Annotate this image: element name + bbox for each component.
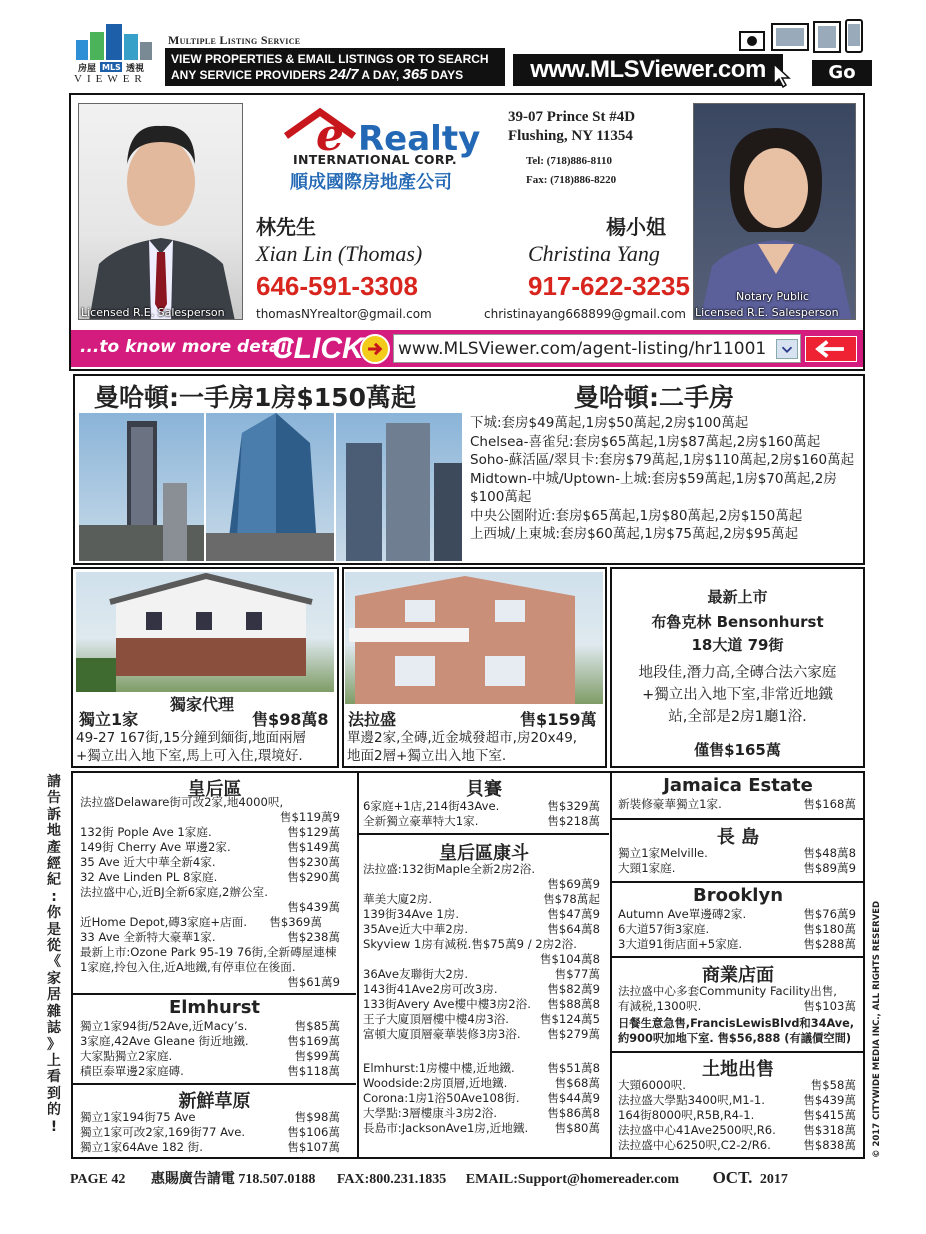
manhattan-new-title: 曼哈頓:一手房1房$150萬起 bbox=[94, 383, 416, 412]
list-price: 售$439萬 bbox=[287, 900, 340, 914]
list-price: 售$47萬9 bbox=[547, 907, 600, 921]
jamaica-estate-title: Jamaica Estate bbox=[663, 775, 813, 796]
list-price: 售$44萬9 bbox=[547, 1091, 600, 1105]
list-item: 33 Ave 全新特大豪華1家. bbox=[80, 930, 216, 944]
list-price: 售$51萬8 bbox=[547, 1061, 600, 1075]
section-divider bbox=[73, 1083, 356, 1085]
list-price: 售$98萬 bbox=[294, 1110, 340, 1124]
footer-fax: FAX:800.231.1835 bbox=[336, 1172, 447, 1187]
issue-year: 2017 bbox=[759, 1172, 788, 1187]
list-item: 全新獨立豪華特大1家. bbox=[363, 814, 479, 828]
column-divider bbox=[357, 773, 359, 1157]
fresh-meadows-title: 新鮮草原 bbox=[178, 1091, 251, 1112]
list-item: 法拉盛Delaware街可改2家,地4000呎, bbox=[80, 795, 284, 809]
bayside-title: 貝賽 bbox=[466, 779, 502, 800]
svg-text:© 2017 CITYWIDE MEDIA INC., AL: © 2017 CITYWIDE MEDIA INC., ALL RIGHTS RESERVED bbox=[872, 900, 882, 1158]
list-item: 164街8000呎,R5B,R4-1. bbox=[618, 1108, 755, 1122]
new-listing-title: 最新上市 bbox=[707, 588, 768, 606]
svg-text:房屋: 房屋 bbox=[78, 64, 97, 74]
list-price: 售$82萬9 bbox=[547, 982, 600, 996]
agent2-cn-name: 楊小姐 bbox=[606, 215, 666, 239]
svg-text:透視: 透視 bbox=[126, 64, 145, 74]
exclusive-agent-tag: 獨家代理 bbox=[170, 695, 235, 714]
new-listing-desc-line: +獨立出入地下室,非常近地鐵 bbox=[642, 687, 833, 703]
license-caption-left: Licensed R.E. Salesperson bbox=[81, 306, 225, 319]
list-item: 35 Ave 近大中華全新4家. bbox=[80, 855, 216, 869]
new-listing-street: 18大道 79街 bbox=[691, 636, 784, 654]
resale-line: 上西城/上東城:套房$60萬起,1房$75萬起,2房$95萬起 bbox=[470, 526, 799, 542]
section-divider bbox=[359, 833, 609, 835]
listing1-type: 獨立1家 bbox=[79, 710, 139, 729]
section-divider bbox=[612, 956, 864, 958]
page-footer bbox=[70, 1168, 870, 1188]
list-price: 售$129萬 bbox=[287, 825, 340, 839]
list-price: 售$86萬8 bbox=[547, 1106, 600, 1120]
list-item: 長島市:JacksonAve1房,近地鐵. bbox=[363, 1121, 529, 1135]
office-fax: Fax: (718)886-8220 bbox=[526, 174, 617, 186]
cursor-icon bbox=[772, 62, 794, 88]
list-item: 法拉盛中心多套Community Facility出售, bbox=[618, 984, 837, 998]
list-price: 售$106萬 bbox=[287, 1125, 340, 1139]
office-phones bbox=[526, 152, 616, 190]
list-price: 售$76萬9 bbox=[803, 907, 856, 921]
agent-photo-xian-lin bbox=[78, 103, 243, 320]
list-price: 售$107萬 bbox=[287, 1140, 340, 1154]
page-number: PAGE 42 bbox=[70, 1172, 126, 1187]
agent1-en-name: Xian Lin (Thomas) bbox=[256, 241, 423, 266]
queens-condo-title: 皇后區康斗 bbox=[439, 843, 529, 864]
resale-line: Midtown-中城/Uptown-上城:套房$59萬起,1房$70萬起,2房 bbox=[470, 470, 837, 487]
list-item: 139街34Ave 1房. bbox=[363, 907, 460, 921]
manhattan-resale-list bbox=[470, 414, 862, 544]
listing1-desc1: 49-27 167街,15分鐘到緬街,地面兩層 bbox=[76, 730, 307, 746]
agent2-phone: 917-622-3235 bbox=[528, 271, 690, 301]
new-listing-price: 僅售$165萬 bbox=[694, 741, 781, 759]
list-price: 售$68萬 bbox=[554, 1076, 600, 1090]
building-photo-1 bbox=[79, 413, 204, 561]
list-price: 售$88萬8 bbox=[547, 997, 600, 1011]
tagline-line2: ANY SERVICE PROVIDERS 24/7 A DAY, 365 DAYS bbox=[171, 66, 464, 83]
list-item: Elmhurst:1房樓中樓,近地鐵. bbox=[363, 1061, 515, 1075]
list-item: 法拉盛:132街Maple全新2房2浴. bbox=[363, 862, 536, 876]
list-price: 售$64萬8 bbox=[547, 922, 600, 936]
click-button[interactable]: CLICK bbox=[272, 332, 364, 365]
list-price: 售$119萬9 bbox=[279, 810, 340, 824]
office-address bbox=[508, 108, 635, 146]
list-price: 售$89萬9 bbox=[803, 861, 856, 875]
list-item: 36Ave友聯街大2房. bbox=[363, 967, 469, 981]
copyright-notice bbox=[868, 900, 882, 1160]
ad-phone: 惠賜廣告請電 718.507.0188 bbox=[150, 1172, 316, 1187]
list-item: 法拉盛大學點3400呎,M1-1. bbox=[618, 1093, 765, 1107]
resale-line: $100萬起 bbox=[470, 489, 532, 505]
arrow-right-icon[interactable] bbox=[360, 334, 390, 364]
list-price: 售$104萬8 bbox=[539, 952, 600, 966]
agent1-email: thomasNYrealtor@gmail.com bbox=[256, 307, 432, 321]
house-photo-2 bbox=[345, 572, 603, 704]
license-caption-right: Licensed R.E. Salesperson bbox=[695, 306, 839, 319]
list-price: 售$80萬 bbox=[554, 1121, 600, 1135]
agent1-phone: 646-591-3308 bbox=[256, 271, 418, 301]
list-item: 大家點獨立2家庭. bbox=[80, 1049, 173, 1063]
listing2-desc2: 地面2層+獨立出入地下室. bbox=[347, 748, 507, 764]
address-line2: Flushing, NY 11354 bbox=[508, 128, 633, 144]
list-item: 3大道91街店面+5家庭. bbox=[618, 937, 743, 951]
list-item: 149街 Cherry Ave 單邊2家. bbox=[80, 840, 231, 854]
elmhurst-title: Elmhurst bbox=[168, 997, 261, 1018]
list-price: 售$230萬 bbox=[287, 855, 340, 869]
list-item: 32 Ave Linden PL 8家庭. bbox=[80, 870, 218, 884]
list-price: 售$69萬9 bbox=[547, 877, 600, 891]
section-divider bbox=[612, 818, 864, 820]
agent2-en-name: Christina Yang bbox=[528, 241, 660, 266]
brand-chinese: 順成國際房地產公司 bbox=[290, 172, 452, 193]
list-item: Skyview 1房有減税.售$75萬9 / 2房2浴. bbox=[363, 937, 577, 951]
list-item: Autumn Ave單邊磚2家. bbox=[618, 907, 747, 921]
list-item: 35Ave近大中華2房. bbox=[363, 922, 469, 936]
list-item: 大學點:3層樓康斗3房2浴. bbox=[363, 1106, 498, 1120]
section-divider bbox=[612, 881, 864, 883]
list-price: 售$369萬 bbox=[269, 915, 322, 929]
house-photo-1 bbox=[76, 572, 334, 692]
list-item: 法拉盛中心41Ave2500呎,R6. bbox=[618, 1123, 776, 1137]
list-price: 售$439萬 bbox=[803, 1093, 856, 1107]
list-price: 售$279萬 bbox=[547, 1027, 600, 1041]
list-item: 獨立1家可改2家,169街77 Ave. bbox=[80, 1125, 246, 1139]
list-price: 售$218萬 bbox=[547, 814, 600, 828]
section-divider bbox=[612, 1051, 864, 1053]
mls-viewer-logo bbox=[74, 18, 158, 74]
list-item: 有減税,1300呎. bbox=[618, 999, 702, 1013]
list-price: 售$168萬 bbox=[803, 797, 856, 811]
list-item: 富頓大廈頂層豪華裝修3房3浴. bbox=[363, 1027, 521, 1041]
list-price: 售$118萬 bbox=[287, 1064, 340, 1078]
list-item: 獨立1家Melville. bbox=[618, 846, 708, 860]
list-price: 售$169萬 bbox=[287, 1034, 340, 1048]
building-photo-2 bbox=[206, 413, 334, 561]
resale-line: 下城:套房$49萬起,1房$50萬起,2房$100萬起 bbox=[470, 415, 749, 431]
listing1-desc2: +獨立出入地下室,馬上可入住,環境好. bbox=[76, 748, 303, 764]
list-item: 獨立1家94街/52Ave,近Macy’s. bbox=[80, 1019, 248, 1033]
viewer-logo-text: VIEWER bbox=[74, 73, 147, 85]
list-item: 6家庭+1店,214街43Ave. bbox=[363, 799, 500, 813]
agent1-cn-name: 林先生 bbox=[256, 215, 316, 239]
list-price: 售$288萬 bbox=[803, 937, 856, 951]
mls-tagline bbox=[165, 48, 505, 86]
list-item: Woodside:2房頂層,近地鐵. bbox=[363, 1076, 508, 1090]
list-price: 售$77萬 bbox=[554, 967, 600, 981]
tagline-line1: VIEW PROPERTIES & EMAIL LISTINGS OR TO SEARCH bbox=[171, 52, 489, 66]
resale-line: 中央公園附近:套房$65萬起,1房$80萬起,2房$150萬起 bbox=[470, 507, 803, 524]
list-price: 售$318萬 bbox=[803, 1123, 856, 1137]
go-button[interactable]: Go bbox=[812, 60, 872, 86]
new-listing-desc bbox=[610, 662, 865, 728]
list-price: 售$103萬 bbox=[803, 999, 856, 1013]
manhattan-resale-title: 曼哈頓:二手房 bbox=[574, 383, 734, 412]
brand-subtitle: INTERNATIONAL CORP. bbox=[293, 152, 457, 167]
svg-text:MLS: MLS bbox=[102, 63, 121, 72]
list-price: 售$124萬5 bbox=[539, 1012, 600, 1026]
list-price: 售$78萬起 bbox=[543, 892, 600, 906]
queens-title: 皇后區 bbox=[187, 779, 242, 800]
list-item: 約900呎加地下室. 售$56,888 (有議價空間) bbox=[618, 1032, 852, 1045]
list-item: 近Home Depot,磚3家庭+店面. bbox=[80, 915, 248, 929]
listing2-desc1: 單邊2家,全磚,近金城發超市,房20x49, bbox=[347, 730, 578, 746]
list-item: 獨立1家64Ave 182 街. bbox=[80, 1140, 203, 1154]
list-item: 王子大廈頂層樓中樓4房3浴. bbox=[363, 1012, 509, 1026]
list-price: 售$238萬 bbox=[287, 930, 340, 944]
list-price: 售$838萬 bbox=[803, 1138, 856, 1152]
list-price: 售$149萬 bbox=[287, 840, 340, 854]
notary-caption: Notary Public bbox=[736, 290, 810, 303]
building-photo-3 bbox=[336, 413, 462, 561]
list-price: 售$290萬 bbox=[287, 870, 340, 884]
section-divider bbox=[73, 993, 356, 995]
address-line1: 39-07 Prince St #4D bbox=[508, 109, 636, 125]
list-item: Corona:1房1浴50Ave108街. bbox=[363, 1091, 520, 1105]
list-item: 133街Avery Ave樓中樓3房2浴. bbox=[363, 997, 531, 1011]
land-sale-title: 土地出售 bbox=[702, 1059, 774, 1080]
agent-listing-url-field[interactable]: www.MLSViewer.com/agent-listing/hr11001 bbox=[393, 334, 801, 363]
list-item: 獨立1家194街75 Ave bbox=[80, 1110, 196, 1124]
list-price: 售$61萬9 bbox=[287, 975, 340, 989]
svg-text:e: e bbox=[316, 110, 344, 161]
office-tel: Tel: (718)886-8110 bbox=[526, 155, 613, 167]
list-item: 積臣泰單邊2家庭磚. bbox=[80, 1064, 184, 1078]
list-item: 日餐生意急售,FrancisLewisBlvd和34Ave, bbox=[618, 1017, 855, 1030]
new-listing-desc-line: 地段佳,潛力高,全磚合法六家庭 bbox=[638, 665, 837, 681]
list-item: 華美大廈2房. bbox=[363, 892, 433, 906]
list-price: 售$415萬 bbox=[803, 1108, 856, 1122]
devices-icon bbox=[738, 18, 868, 60]
new-listing-desc-line: 站,全部是2房1廳1浴. bbox=[668, 709, 807, 725]
back-arrow-icon[interactable] bbox=[805, 336, 857, 362]
list-price: 售$58萬 bbox=[810, 1078, 856, 1092]
side-note: 請 告 訴 地 產 經 紀 : 你 是 從 《 家 居 雜 誌 》 上 看 到 的 ! bbox=[47, 774, 61, 1135]
issue-month: OCT. bbox=[712, 1168, 753, 1187]
long-island-title: 長 島 bbox=[716, 827, 760, 848]
listing1-price: 售$98萬8 bbox=[252, 710, 329, 729]
mls-title: Multiple Listing Service bbox=[168, 33, 301, 47]
list-price: 售$329萬 bbox=[547, 799, 600, 813]
list-price: 售$99萬 bbox=[294, 1049, 340, 1063]
resale-line: Chelsea-喜雀兒:套房$65萬起,1房$87萬起,2房$160萬起 bbox=[470, 433, 821, 450]
list-item: 法拉盛中心,近BJ全新6家庭,2辦公室. bbox=[80, 885, 268, 899]
site-url-link[interactable]: www.MLSViewer.com bbox=[513, 54, 783, 86]
commercial-title: 商業店面 bbox=[702, 965, 774, 986]
list-item: 3家庭,42Ave Gleane 街近地鐵. bbox=[80, 1034, 249, 1048]
list-item: 132街 Pople Ave 1家庭. bbox=[80, 825, 212, 839]
agent2-email: christinayang668899@gmail.com bbox=[484, 307, 686, 321]
list-item: 新裝修豪華獨立1家. bbox=[618, 797, 722, 811]
list-item: 6大道57街3家庭. bbox=[618, 922, 710, 936]
list-item: 大頸6000呎. bbox=[618, 1078, 686, 1092]
list-item: 大頸1家庭. bbox=[618, 861, 676, 875]
list-item: 法拉盛中心6250呎,C2-2/R6. bbox=[618, 1138, 771, 1152]
resale-line: Soho-蘇活區/翠貝卡:套房$79萬起,1房$110萬起,2房$160萬起 bbox=[470, 452, 855, 468]
new-listing-area: 布魯克林 Bensonhurst bbox=[651, 613, 824, 631]
footer-email[interactable]: EMAIL:Support@homereader.com bbox=[465, 1172, 680, 1187]
listing2-type: 法拉盛 bbox=[348, 710, 397, 729]
click-text: ...to know more detail bbox=[80, 337, 292, 357]
list-price: 售$48萬8 bbox=[803, 846, 856, 860]
agent-photo-christina-yang bbox=[693, 103, 856, 320]
brooklyn-title: Brooklyn bbox=[692, 885, 784, 906]
listing2-price: 售$159萬 bbox=[520, 710, 597, 729]
list-item: 最新上市:Ozone Park 95-19 76街,全新磚屋連棟 bbox=[80, 945, 337, 959]
chevron-down-icon[interactable] bbox=[776, 339, 798, 359]
svg-text:Realty: Realty bbox=[358, 119, 481, 159]
list-item: 143街41Ave2房可改3房. bbox=[363, 982, 498, 996]
list-item: 1家庭,拎包入住,近A地鐵,有停車位在後面. bbox=[80, 960, 296, 974]
list-price: 售$180萬 bbox=[803, 922, 856, 936]
list-price: 售$85萬 bbox=[294, 1019, 340, 1033]
